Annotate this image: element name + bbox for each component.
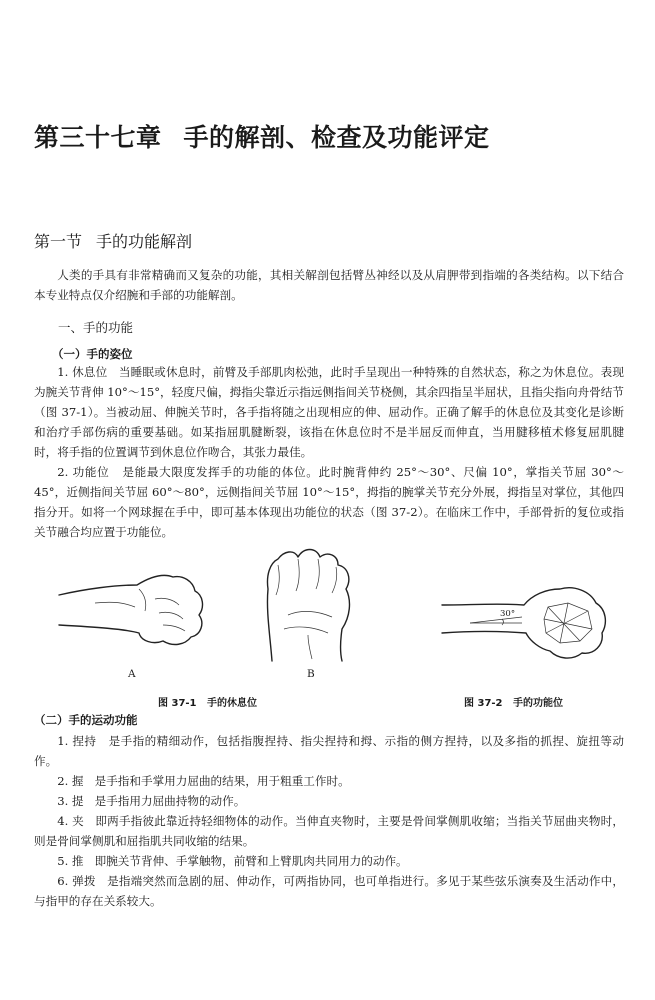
intro-paragraph bbox=[34, 265, 624, 305]
figure-37-1-a-illustration bbox=[55, 555, 215, 655]
figure-37-2-illustration bbox=[440, 575, 615, 665]
motion-item-flick-text: 是指端突然而急剧的屈、伸动作，可两指协同，也可单指进行。多见于某些弦乐演奏及生活动作中，与指甲的存在关系较大。 bbox=[34, 874, 624, 908]
figure-37-1-b-illustration bbox=[258, 545, 358, 665]
posture-item-rest-text: 当睡眠或休息时，前臂及手部肌肉松弛，此时手呈现出一种特殊的自然状态，称之为休息位。表现为腕关节背伸 10°～15°，轻度尺偏，拇指尖靠近示指远侧指间关节桡侧，其余四指呈半屈状，且指尖指向舟骨结节（图 37-1）。当被动屈、伸腕关节时，各手指将随之出现相应的伸、屈动作。正确了解手的休息位及其变化是诊断和治疗手部伤病的重要基础。如某指屈肌腱断裂，该指在休息位时不是半屈反而伸直，当用腱移植术修复屈肌腱时，将手指的位置调节到休息位作吻合，其张力最佳。 bbox=[34, 365, 624, 459]
figure-37-1-caption-text: 手的休息位 bbox=[206, 698, 257, 709]
posture-item-function bbox=[34, 462, 624, 542]
figure-37-2-caption-number: 图 37-2 bbox=[464, 698, 503, 709]
posture-item-rest bbox=[34, 362, 624, 462]
figure-37-1-caption-number: 图 37-1 bbox=[158, 698, 197, 709]
motion-heading: （二）手的运动功能 bbox=[34, 713, 138, 727]
motion-item-clamp-lead: 4. 夹 bbox=[57, 814, 84, 828]
figure-label-b: B bbox=[307, 668, 315, 680]
motion-item-grip-lead: 2. 握 bbox=[57, 774, 84, 788]
motion-item-grip bbox=[34, 771, 624, 791]
posture-item-function-text: 是能最大限度发挥手的功能的体位。此时腕背伸约 25°～30°、尺偏 10°，掌指关节屈 30°～45°，近侧指间关节屈 60°～80°，远侧指间关节屈 10°～15°，拇指的腕掌关节充分外展，拇指呈对掌位，其他四指分开。如将一个网球握在手中，即可基本体现出功能位的状态（图 37-2）。在临床工作中，手部骨折的复位或指关节融合均应置于功能位。 bbox=[34, 465, 624, 539]
chapter-number: 第三十七章 bbox=[34, 123, 162, 152]
motion-item-grip-text: 是手指和手掌用力屈曲的结果，用于粗重工作时。 bbox=[94, 774, 350, 788]
chapter-name: 手的解剖、检查及功能评定 bbox=[183, 123, 490, 152]
figure-37-2-caption-text: 手的功能位 bbox=[512, 698, 563, 709]
figure-label-a: A bbox=[128, 668, 136, 680]
motion-items bbox=[34, 731, 624, 911]
motion-item-clamp bbox=[34, 811, 624, 851]
motion-item-pinch-text: 是手指的精细动作，包括指腹捏持、指尖捏持和拇、示指的侧方捏持，以及多指的抓捏、旋扭等动作。 bbox=[34, 734, 624, 768]
motion-item-flick bbox=[34, 871, 624, 911]
motion-item-push-lead: 5. 推 bbox=[57, 854, 84, 868]
figure-37-2-caption bbox=[464, 694, 563, 709]
posture-item-function-lead: 2. 功能位 bbox=[57, 465, 110, 479]
intro-text: 人类的手具有非常精确而又复杂的功能，其相关解剖包括臂丛神经以及从肩胛带到指端的各类结构。以下结合本专业特点仅介绍腕和手部的功能解剖。 bbox=[34, 268, 624, 302]
motion-item-lift bbox=[34, 791, 624, 811]
motion-item-lift-text: 是手指用力屈曲持物的动作。 bbox=[94, 794, 246, 808]
posture-heading: （一）手的姿位 bbox=[52, 347, 133, 361]
motion-item-pinch-lead: 1. 捏持 bbox=[57, 734, 97, 748]
motion-item-clamp-text: 即两手指彼此靠近持轻细物体的动作。当伸直夹物时，主要是骨间掌侧肌收缩；当指关节屈曲夹物时，则是骨间掌侧肌和屈指肌共同收缩的结果。 bbox=[34, 814, 624, 848]
chapter-title bbox=[34, 118, 490, 154]
posture-item-rest-lead: 1. 休息位 bbox=[57, 365, 108, 379]
section-number: 第一节 bbox=[34, 232, 83, 251]
motion-item-push bbox=[34, 851, 624, 871]
figure-angle-label: 30° bbox=[500, 609, 516, 619]
motion-item-flick-lead: 6. 弹拨 bbox=[57, 874, 96, 888]
section-title bbox=[34, 229, 192, 252]
motion-item-push-text: 即腕关节背伸、手掌触物，前臂和上臂肌肉共同用力的动作。 bbox=[94, 854, 408, 868]
motion-item-pinch bbox=[34, 731, 624, 771]
figure-37-1-caption bbox=[158, 694, 257, 709]
section-name: 手的功能解剖 bbox=[96, 232, 193, 251]
motion-item-lift-lead: 3. 提 bbox=[57, 794, 84, 808]
sub-heading-hand-function: 一、手的功能 bbox=[58, 320, 134, 335]
posture-items bbox=[34, 362, 624, 542]
